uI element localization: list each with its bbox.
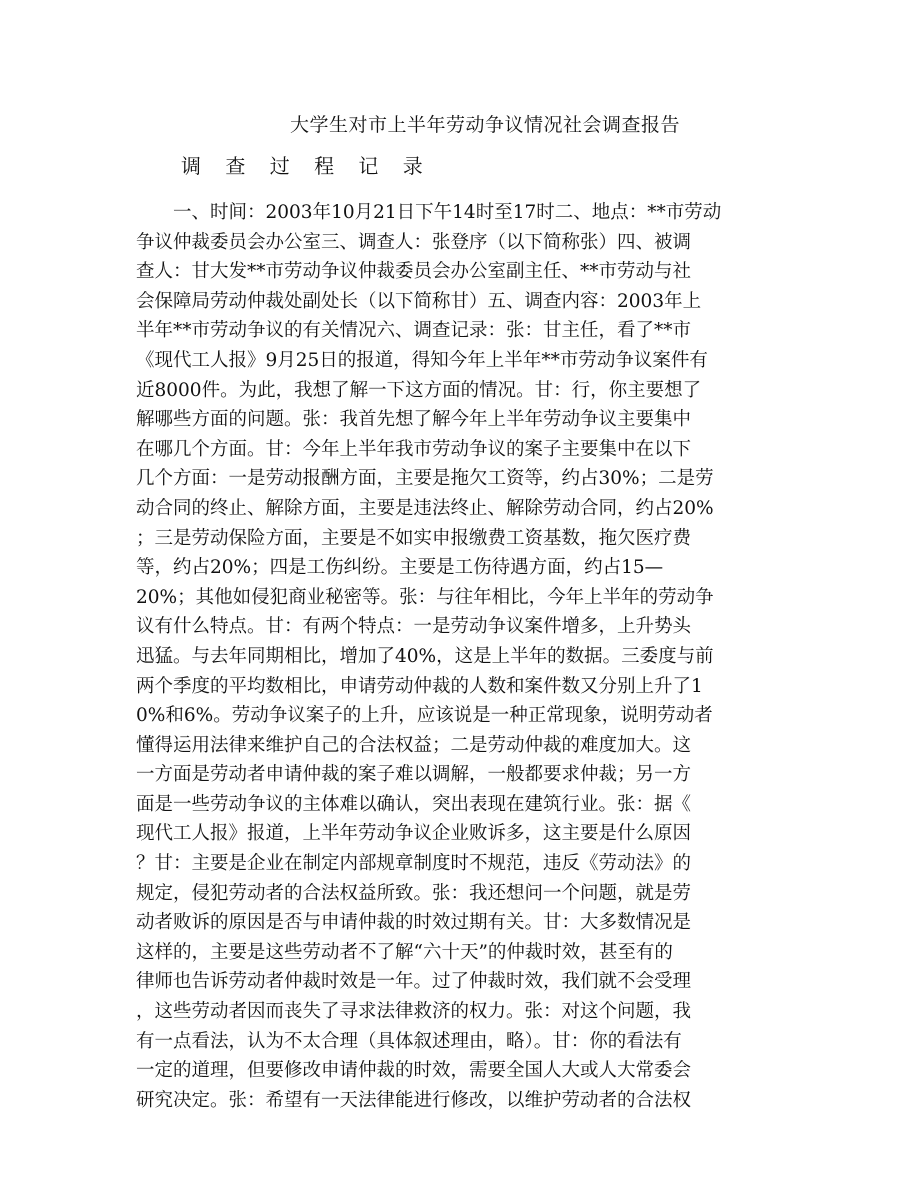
text-line: ？甘：主要是企业在制定内部规章制度时不规范，违反《劳动法》的 [136,853,692,875]
text-line: 解哪些方面的问题。张：我首先想了解今年上半年劳动争议主要集中 [136,409,692,431]
text-line: 律师也告诉劳动者仲裁时效是一年。过了仲裁时效，我们就不会受理 [136,971,692,993]
text-line: 一方面是劳动者申请仲裁的案子难以调解，一般都要求仲裁；另一方 [136,764,692,786]
text-line: 在哪几个方面。甘：今年上半年我市劳动争议的案子主要集中在以下 [136,438,692,460]
text-line: 动者败诉的原因是否与申请仲裁的时效过期有关。甘：大多数情况是 [136,912,692,934]
text-line: 0%和6%。劳动争议案子的上升，应该说是一种正常现象，说明劳动者 [136,705,713,727]
text-line: 懂得运用法律来维护自己的合法权益；二是劳动仲裁的难度加大。这 [136,734,692,756]
text-line: 有一点看法，认为不太合理（具体叙述理由，略）。甘：你的看法有 [136,1030,682,1052]
text-line: 会保障局劳动仲裁处副处长（以下简称甘）五、调查内容：2003年上 [136,290,702,312]
section-heading: 调 查 过 程 记 录 [181,154,432,178]
text-line: 争议仲裁委员会办公室三、调查人：张登序（以下简称张）四、被调 [136,231,692,253]
document-title: 大学生对市上半年劳动争议情况社会调查报告 [289,114,680,136]
text-line: 一定的道理，但要修改申请仲裁的时效，需要全国人大或人大常委会 [136,1060,692,1082]
text-line: 半年**市劳动争议的有关情况六、调查记录：张：甘主任，看了**市 [136,320,692,342]
text-line: ，这些劳动者因而丧失了寻求法律救济的权力。张：对这个问题，我 [136,1001,692,1023]
text-line: 议有什么特点。甘：有两个特点：一是劳动争议案件增多，上升势头 [136,616,692,638]
text-line: 迅猛。与去年同期相比，增加了40%，这是上半年的数据。三委度与前 [136,645,714,667]
text-line: 等，约占20%；四是工伤纠纷。主要是工伤待遇方面，约占15— [136,557,664,579]
text-line: 一、时间：2003年10月21日下午14时至17时二、地点：**市劳动 [136,202,722,223]
text-line: 查人：甘大发**市劳动争议仲裁委员会办公室副主任、**市劳动与社 [136,261,692,283]
text-line: 两个季度的平均数相比，申请劳动仲裁的人数和案件数又分别上升了1 [136,675,703,697]
text-line: 近8000件。为此，我想了解一下这方面的情况。甘：行，你主要想了 [136,379,702,401]
text-line: 研究决定。张：希望有一天法律能进行修改，以维护劳动者的合法权 [136,1089,692,1111]
text-line: 动合同的终止、解除方面，主要是违法终止、解除劳动合同，约占20% [136,497,714,519]
text-line: 面是一些劳动争议的主体难以确认，突出表现在建筑行业。张：据《 [136,793,692,815]
text-line: 《现代工人报》9月25日的报道，得知今年上半年**市劳动争议案件有 [136,349,708,371]
text-line: 现代工人报》报道，上半年劳动争议企业败诉多，这主要是什么原因 [136,823,692,845]
text-line: ；三是劳动保险方面，主要是不如实申报缴费工资基数，拖欠医疗费 [136,527,692,549]
text-line: 几个方面：一是劳动报酬方面，主要是拖欠工资等，约占30%；二是劳 [136,468,714,490]
text-line: 20%；其他如侵犯商业秘密等。张：与往年相比，今年上半年的劳动争 [136,586,714,608]
text-line: 这样的，主要是这些劳动者不了解“六十天”的仲裁时效，甚至有的 [136,941,673,963]
text-line: 规定，侵犯劳动者的合法权益所致。张：我还想问一个问题，就是劳 [136,882,692,904]
body-text [136,198,796,1115]
